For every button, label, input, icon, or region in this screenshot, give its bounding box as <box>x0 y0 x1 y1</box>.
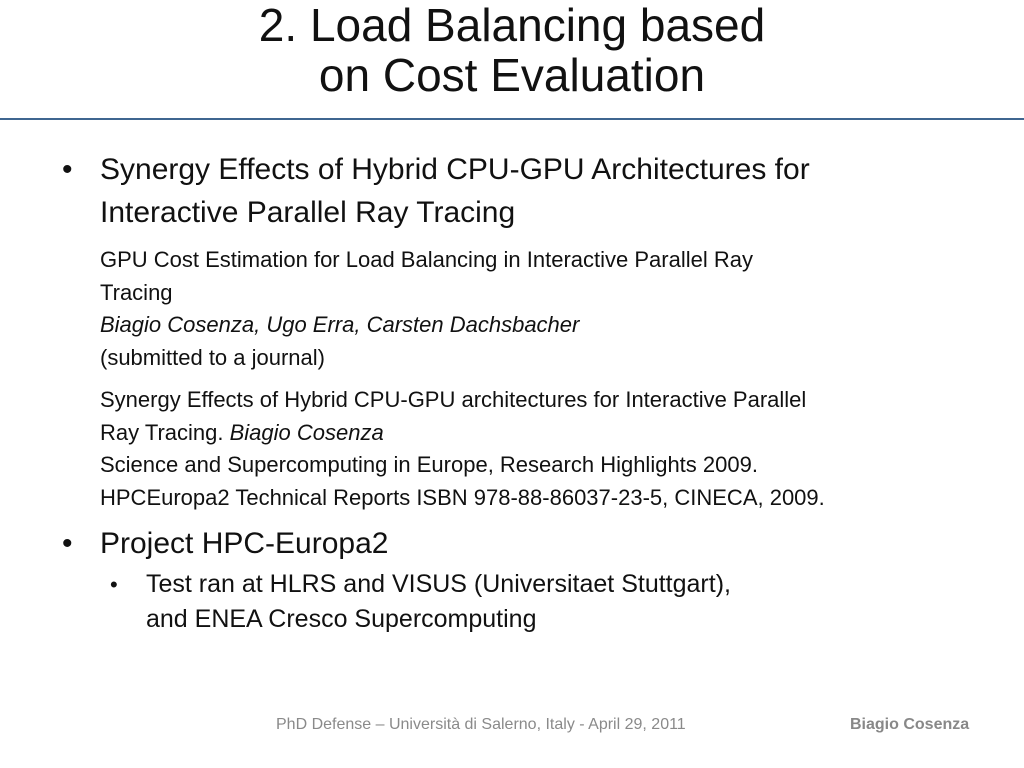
bullet-text-line-1: Synergy Effects of Hybrid CPU-GPU Architectures for <box>100 153 810 186</box>
reference-author: Biagio Cosenza <box>229 419 384 445</box>
reference-title-line-1: Synergy Effects of Hybrid CPU-GPU architectures for Interactive Parallel <box>100 387 807 412</box>
reference-title-line-2 <box>100 417 980 450</box>
bullet-icon: • <box>62 153 73 186</box>
reference-report: HPCEuropa2 Technical Reports ISBN 978-88-86037-23-5, CINECA, 2009. <box>100 484 825 510</box>
slide-body <box>60 148 980 637</box>
sub-bullet-text-line-1: Test ran at HLRS and VISUS (Universitaet Stuttgart), <box>146 570 731 598</box>
reference-synergy-effects <box>60 384 980 514</box>
reference-gpu-cost <box>60 244 980 374</box>
bullet-item-project <box>60 522 980 565</box>
sub-bullet-item-test <box>60 567 980 637</box>
title-divider <box>0 118 1024 120</box>
reference-authors: Biagio Cosenza, Ugo Erra, Carsten Dachsbacher <box>100 312 580 337</box>
sub-bullet-text-line-2: and ENEA Cresco Supercomputing <box>146 605 537 633</box>
bullet-item-synergy <box>60 148 980 234</box>
bullet-text-line-2: Interactive Parallel Ray Tracing <box>100 196 516 229</box>
footer-author: Biagio Cosenza <box>850 716 970 733</box>
slide-title <box>0 0 1024 100</box>
slide-title-line-1: 2. Load Balancing based <box>258 0 766 51</box>
footer-event: PhD Defense – Università di Salerno, Italy - April 29, 2011 <box>276 716 686 733</box>
sub-bullet-icon: • <box>110 572 118 597</box>
bullet-icon: • <box>62 527 73 560</box>
reference-title-end: Ray Tracing. <box>100 419 230 445</box>
slide-title-line-2: on Cost Evaluation <box>318 49 706 101</box>
reference-status: (submitted to a journal) <box>100 344 325 370</box>
reference-title-line-1: GPU Cost Estimation for Load Balancing in Interactive Parallel Ray <box>100 247 753 272</box>
reference-title-line-2: Tracing <box>100 279 173 305</box>
reference-venue: Science and Supercomputing in Europe, Research Highlights 2009. <box>100 452 758 477</box>
bullet-text: Project HPC-Europa2 <box>100 527 389 560</box>
